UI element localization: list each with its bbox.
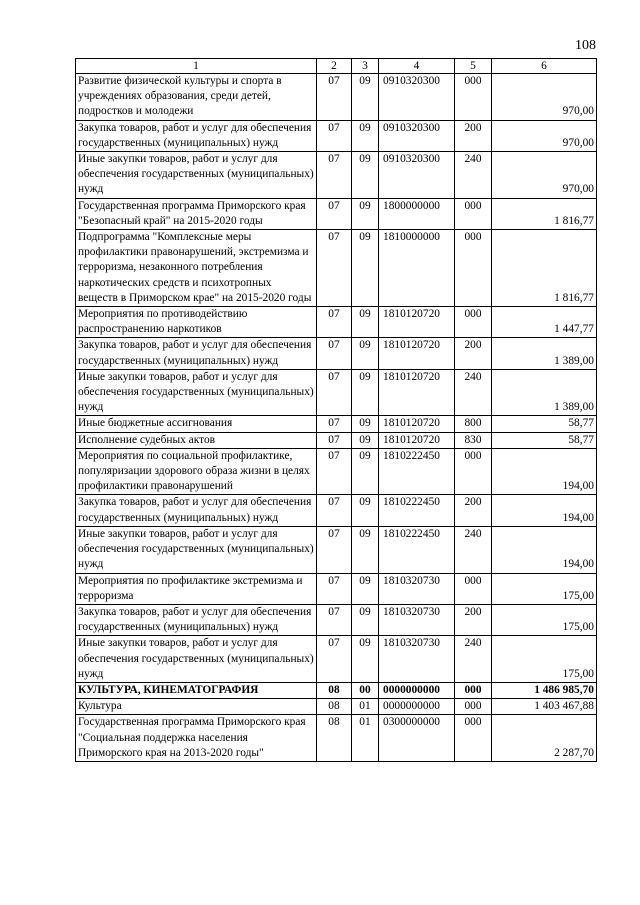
page-number: 108 bbox=[575, 38, 596, 53]
row-subsection: 09 bbox=[352, 74, 379, 121]
row-target-code: 0000000000 bbox=[379, 682, 455, 698]
row-subsection: 09 bbox=[352, 198, 379, 229]
row-amount: 1 486 985,70 bbox=[492, 682, 597, 698]
row-section: 07 bbox=[317, 120, 352, 151]
row-target-code: 1810320730 bbox=[379, 604, 455, 635]
row-name: Мероприятия по профилактике экстремизма и терроризма bbox=[76, 573, 317, 604]
row-target-code: 1800000000 bbox=[379, 198, 455, 229]
column-header: 3 bbox=[352, 59, 379, 74]
row-expense-type: 240 bbox=[455, 152, 492, 199]
row-subsection: 09 bbox=[352, 338, 379, 369]
row-name: Мероприятия по социальной профилактике, популяризации здорового образа жизни в целях профилактики правонарушений bbox=[76, 448, 317, 495]
row-expense-type: 200 bbox=[455, 495, 492, 526]
row-amount: 194,00 bbox=[492, 448, 597, 495]
row-subsection: 01 bbox=[352, 715, 379, 762]
table-row bbox=[76, 526, 597, 573]
row-section: 07 bbox=[317, 526, 352, 573]
row-target-code: 0910320300 bbox=[379, 120, 455, 151]
row-target-code: 1810222450 bbox=[379, 526, 455, 573]
row-name: Закупка товаров, работ и услуг для обеспечения государственных (муниципальных) нужд bbox=[76, 495, 317, 526]
row-subsection: 09 bbox=[352, 230, 379, 307]
row-target-code: 1810120720 bbox=[379, 307, 455, 338]
row-amount: 58,77 bbox=[492, 432, 597, 448]
row-subsection: 09 bbox=[352, 495, 379, 526]
row-name: Иные закупки товаров, работ и услуг для обеспечения государственных (муниципальных) нужд bbox=[76, 152, 317, 199]
row-amount: 194,00 bbox=[492, 495, 597, 526]
row-section: 07 bbox=[317, 495, 352, 526]
table-row bbox=[76, 198, 597, 229]
table-row bbox=[76, 230, 597, 307]
row-section: 07 bbox=[317, 573, 352, 604]
row-amount: 175,00 bbox=[492, 573, 597, 604]
row-amount: 1 816,77 bbox=[492, 198, 597, 229]
row-expense-type: 000 bbox=[455, 448, 492, 495]
row-amount: 2 287,70 bbox=[492, 715, 597, 762]
row-section: 07 bbox=[317, 338, 352, 369]
row-expense-type: 800 bbox=[455, 416, 492, 432]
row-target-code: 0910320300 bbox=[379, 152, 455, 199]
row-name: Мероприятия по противодействию распространению наркотиков bbox=[76, 307, 317, 338]
table-row bbox=[76, 152, 597, 199]
row-expense-type: 000 bbox=[455, 198, 492, 229]
row-subsection: 00 bbox=[352, 682, 379, 698]
table-row bbox=[76, 636, 597, 683]
table-row bbox=[76, 338, 597, 369]
row-expense-type: 000 bbox=[455, 74, 492, 121]
row-name: Закупка товаров, работ и услуг для обеспечения государственных (муниципальных) нужд bbox=[76, 604, 317, 635]
row-name: Иные закупки товаров, работ и услуг для обеспечения государственных (муниципальных) нужд bbox=[76, 369, 317, 416]
table-row bbox=[76, 715, 597, 762]
column-header: 4 bbox=[379, 59, 455, 74]
row-name: Закупка товаров, работ и услуг для обеспечения государственных (муниципальных) нужд bbox=[76, 120, 317, 151]
row-amount: 194,00 bbox=[492, 526, 597, 573]
row-subsection: 09 bbox=[352, 432, 379, 448]
row-expense-type: 240 bbox=[455, 526, 492, 573]
row-target-code: 1810120720 bbox=[379, 338, 455, 369]
row-amount: 1 403 467,88 bbox=[492, 699, 597, 715]
row-expense-type: 240 bbox=[455, 369, 492, 416]
column-header: 2 bbox=[317, 59, 352, 74]
row-subsection: 09 bbox=[352, 636, 379, 683]
row-target-code: 1810222450 bbox=[379, 495, 455, 526]
table-row bbox=[76, 448, 597, 495]
row-section: 07 bbox=[317, 636, 352, 683]
row-section: 08 bbox=[317, 715, 352, 762]
row-amount: 1 447,77 bbox=[492, 307, 597, 338]
row-expense-type: 830 bbox=[455, 432, 492, 448]
row-subsection: 01 bbox=[352, 699, 379, 715]
row-subsection: 09 bbox=[352, 120, 379, 151]
column-header: 5 bbox=[455, 59, 492, 74]
table-row bbox=[76, 307, 597, 338]
row-subsection: 09 bbox=[352, 152, 379, 199]
row-target-code: 1810000000 bbox=[379, 230, 455, 307]
table-row bbox=[76, 495, 597, 526]
row-name: Иные закупки товаров, работ и услуг для обеспечения государственных (муниципальных) нужд bbox=[76, 636, 317, 683]
row-expense-type: 000 bbox=[455, 307, 492, 338]
row-subsection: 09 bbox=[352, 526, 379, 573]
row-expense-type: 000 bbox=[455, 230, 492, 307]
row-section: 07 bbox=[317, 230, 352, 307]
row-section: 08 bbox=[317, 699, 352, 715]
row-subsection: 09 bbox=[352, 369, 379, 416]
row-target-code: 0300000000 bbox=[379, 715, 455, 762]
row-target-code: 1810120720 bbox=[379, 416, 455, 432]
row-name: Подпрограмма "Комплексные меры профилактики правонарушений, экстремизма и терроризма, незаконного потребления наркотических средств и психотропных веществ в Приморском крае" на 2015-2020 годы bbox=[76, 230, 317, 307]
row-subsection: 09 bbox=[352, 604, 379, 635]
column-header: 6 bbox=[492, 59, 597, 74]
row-name: Иные бюджетные ассигнования bbox=[76, 416, 317, 432]
table-row bbox=[76, 120, 597, 151]
table-row bbox=[76, 432, 597, 448]
budget-table bbox=[75, 58, 597, 762]
row-section: 07 bbox=[317, 307, 352, 338]
row-name: Исполнение судебных актов bbox=[76, 432, 317, 448]
row-name: Закупка товаров, работ и услуг для обеспечения государственных (муниципальных) нужд bbox=[76, 338, 317, 369]
row-target-code: 1810320730 bbox=[379, 636, 455, 683]
row-expense-type: 200 bbox=[455, 120, 492, 151]
row-name: КУЛЬТУРА, КИНЕМАТОГРАФИЯ bbox=[76, 682, 317, 698]
row-name: Развитие физической культуры и спорта в учреждениях образования, среди детей, подростков и молодежи bbox=[76, 74, 317, 121]
row-section: 07 bbox=[317, 74, 352, 121]
row-amount: 175,00 bbox=[492, 604, 597, 635]
row-expense-type: 200 bbox=[455, 338, 492, 369]
row-section: 07 bbox=[317, 152, 352, 199]
table-row bbox=[76, 682, 597, 698]
row-amount: 1 389,00 bbox=[492, 338, 597, 369]
row-amount: 1 389,00 bbox=[492, 369, 597, 416]
row-amount: 58,77 bbox=[492, 416, 597, 432]
table-body bbox=[76, 74, 597, 762]
row-target-code: 1810222450 bbox=[379, 448, 455, 495]
row-section: 07 bbox=[317, 604, 352, 635]
row-name: Государственная программа Приморского края "Безопасный край" на 2015-2020 годы bbox=[76, 198, 317, 229]
row-expense-type: 000 bbox=[455, 573, 492, 604]
row-subsection: 09 bbox=[352, 416, 379, 432]
row-section: 07 bbox=[317, 369, 352, 416]
table-row bbox=[76, 369, 597, 416]
row-amount: 970,00 bbox=[492, 120, 597, 151]
table-row bbox=[76, 604, 597, 635]
row-name: Иные закупки товаров, работ и услуг для обеспечения государственных (муниципальных) нужд bbox=[76, 526, 317, 573]
row-section: 07 bbox=[317, 432, 352, 448]
table-row bbox=[76, 699, 597, 715]
table-row bbox=[76, 74, 597, 121]
row-section: 08 bbox=[317, 682, 352, 698]
row-subsection: 09 bbox=[352, 573, 379, 604]
row-expense-type: 200 bbox=[455, 604, 492, 635]
row-amount: 970,00 bbox=[492, 152, 597, 199]
row-target-code: 1810120720 bbox=[379, 432, 455, 448]
row-amount: 1 816,77 bbox=[492, 230, 597, 307]
row-name: Государственная программа Приморского края "Социальная поддержка населения Приморского края на 2013-2020 годы" bbox=[76, 715, 317, 762]
table-row bbox=[76, 416, 597, 432]
table-header-row bbox=[76, 59, 597, 74]
row-amount: 175,00 bbox=[492, 636, 597, 683]
row-subsection: 09 bbox=[352, 307, 379, 338]
row-target-code: 0910320300 bbox=[379, 74, 455, 121]
row-name: Культура bbox=[76, 699, 317, 715]
row-expense-type: 000 bbox=[455, 715, 492, 762]
row-subsection: 09 bbox=[352, 448, 379, 495]
row-amount: 970,00 bbox=[492, 74, 597, 121]
row-expense-type: 000 bbox=[455, 682, 492, 698]
row-section: 07 bbox=[317, 416, 352, 432]
row-expense-type: 240 bbox=[455, 636, 492, 683]
row-target-code: 1810120720 bbox=[379, 369, 455, 416]
column-header: 1 bbox=[76, 59, 317, 74]
row-section: 07 bbox=[317, 198, 352, 229]
row-target-code: 0000000000 bbox=[379, 699, 455, 715]
row-target-code: 1810320730 bbox=[379, 573, 455, 604]
row-expense-type: 000 bbox=[455, 699, 492, 715]
row-section: 07 bbox=[317, 448, 352, 495]
table-row bbox=[76, 573, 597, 604]
